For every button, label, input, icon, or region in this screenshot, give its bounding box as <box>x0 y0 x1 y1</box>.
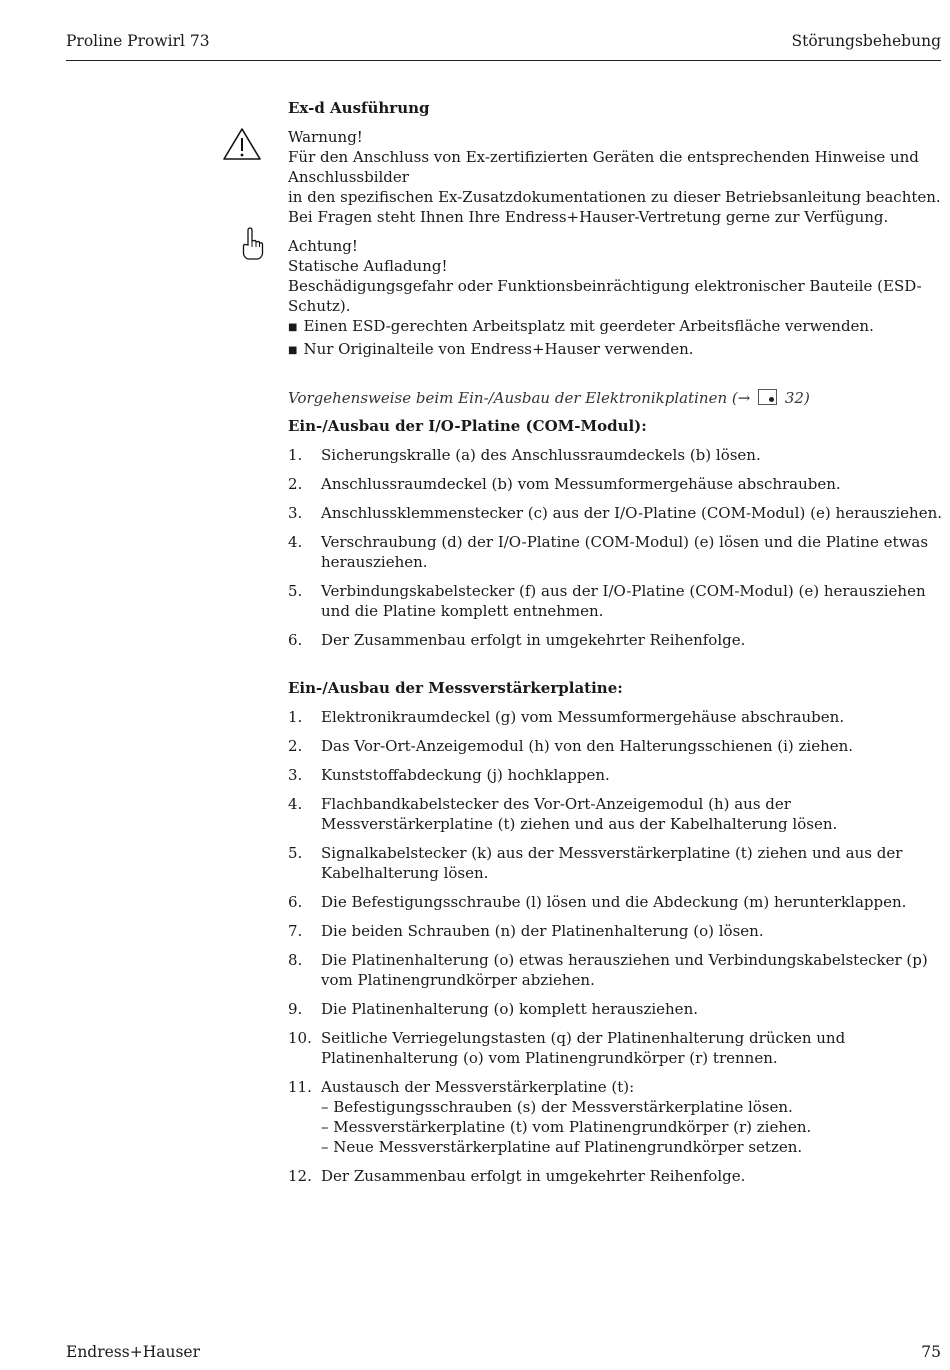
step-text: Verschraubung (d) der I/O-Platine (COM-Modul) (e) lösen und die Platine etwas herausziehen. <box>321 533 929 571</box>
step-text: Das Vor-Ort-Anzeigemodul (h) von den Halterungsschienen (i) ziehen. <box>321 737 854 755</box>
step-number: 5. <box>288 844 303 862</box>
step-number: 1. <box>288 708 303 726</box>
page-content <box>288 98 942 1195</box>
list-item <box>288 765 942 785</box>
header-rule <box>66 60 941 61</box>
io-steps-list <box>288 445 942 650</box>
section-title: Ex-d Ausführung <box>288 99 430 117</box>
step-text: Der Zusammenbau erfolgt in umgekehrter Reihenfolge. <box>321 1167 746 1185</box>
step-number: 2. <box>288 737 303 755</box>
procedure-reference <box>288 388 942 408</box>
step-text: Die Befestigungsschraube (l) lösen und die Abdeckung (m) herunterklappen. <box>321 893 907 911</box>
step-text: Sicherungskralle (a) des Anschlussraumdeckels (b) lösen. <box>321 446 761 464</box>
step-text: Verbindungskabelstecker (f) aus der I/O-Platine (COM-Modul) (e) herausziehen und die Platine komplett entnehmen. <box>321 582 926 620</box>
step-number: 3. <box>288 504 303 522</box>
list-item <box>288 736 942 756</box>
procedure-reference-page: 32) <box>784 389 810 407</box>
footer-page-number: 75 <box>921 1343 941 1361</box>
list-item <box>288 1166 942 1186</box>
step-text: Kunststoffabdeckung (j) hochklappen. <box>321 766 610 784</box>
sub-step: – Befestigungsschrauben (s) der Messverstärkerplatine lösen. <box>321 1098 793 1116</box>
list-item <box>288 503 942 523</box>
step-number: 3. <box>288 766 303 784</box>
step-number: 7. <box>288 922 303 940</box>
warning-triangle-icon <box>222 127 262 161</box>
caution-bullet: ■ Einen ESD-gerechten Arbeitsplatz mit geerdeter Arbeitsfläche verwenden. <box>288 316 942 339</box>
caution-line: Beschädigungsgefahr oder Funktionsbeinrächtigung elektronischer Bauteile (ESD-Schutz). <box>288 277 922 315</box>
step-number: 10. <box>288 1029 312 1047</box>
step-text: Flachbandkabelstecker des Vor-Ort-Anzeigemodul (h) aus der Messverstärkerplatine (t) ziehen und aus der Kabelhalterung lösen. <box>321 795 838 833</box>
step-number: 5. <box>288 582 303 600</box>
sub-step: – Messverstärkerplatine (t) vom Platinengrundkörper (r) ziehen. <box>321 1118 812 1136</box>
step-text: Signalkabelstecker (k) aus der Messverstärkerplatine (t) ziehen und aus der Kabelhalterung lösen. <box>321 844 903 882</box>
header-chapter-title: Störungsbehebung <box>791 32 941 50</box>
warning-line: Bei Fragen steht Ihnen Ihre Endress+Hauser-Vertretung gerne zur Verfügung. <box>288 208 889 226</box>
caution-bullet: ■ Nur Originalteile von Endress+Hauser verwenden. <box>288 339 942 362</box>
warning-block <box>288 127 942 227</box>
list-item <box>288 707 942 727</box>
list-item <box>288 892 942 912</box>
step-text: Anschlussklemmenstecker (c) aus der I/O-Platine (COM-Modul) (e) herausziehen. <box>321 504 943 522</box>
step-text: Seitliche Verriegelungstasten (q) der Platinenhalterung drücken und Platinenhalterung (o) vom Platinengrundkörper (r) trennen. <box>321 1029 846 1067</box>
warning-line: Für den Anschluss von Ex-zertifizierten Geräten die entsprechenden Hinweise und Anschlussbilder <box>288 148 919 186</box>
io-section-title: Ein-/Ausbau der I/O-Platine (COM-Modul): <box>288 417 647 435</box>
step-number: 6. <box>288 893 303 911</box>
list-item <box>288 921 942 941</box>
step-text: Die beiden Schrauben (n) der Platinenhalterung (o) lösen. <box>321 922 764 940</box>
step-text: Der Zusammenbau erfolgt in umgekehrter Reihenfolge. <box>321 631 746 649</box>
caution-block <box>288 236 942 362</box>
step-number: 12. <box>288 1167 312 1185</box>
amp-steps-list <box>288 707 942 1186</box>
step-number: 11. <box>288 1078 312 1096</box>
list-item <box>288 445 942 465</box>
footer-company: Endress+Hauser <box>66 1343 200 1361</box>
list-item <box>288 474 942 494</box>
caution-line: Statische Aufladung! <box>288 257 448 275</box>
warning-label: Warnung! <box>288 128 363 146</box>
list-item <box>288 1077 942 1157</box>
step-number: 9. <box>288 1000 303 1018</box>
step-number: 2. <box>288 475 303 493</box>
list-item <box>288 794 942 834</box>
step-number: 4. <box>288 795 303 813</box>
header-document-title: Proline Prowirl 73 <box>66 32 210 50</box>
caution-label: Achtung! <box>288 237 358 255</box>
list-item <box>288 843 942 883</box>
list-item <box>288 630 942 650</box>
step-number: 4. <box>288 533 303 551</box>
amp-section-title: Ein-/Ausbau der Messverstärkerplatine: <box>288 679 623 697</box>
list-item <box>288 581 942 621</box>
step-text: Die Platinenhalterung (o) etwas herausziehen und Verbindungskabelstecker (p) vom Platinengrundkörper abziehen. <box>321 951 928 989</box>
pointing-hand-icon <box>240 226 264 262</box>
step-number: 8. <box>288 951 303 969</box>
step-text: Die Platinenhalterung (o) komplett herausziehen. <box>321 1000 698 1018</box>
step-number: 1. <box>288 446 303 464</box>
procedure-reference-text: Vorgehensweise beim Ein-/Ausbau der Elektronikplatinen (→ <box>288 389 751 407</box>
sub-step: – Neue Messverstärkerplatine auf Platinengrundkörper setzen. <box>321 1138 803 1156</box>
step-text: Elektronikraumdeckel (g) vom Messumformergehäuse abschrauben. <box>321 708 845 726</box>
step-text: Anschlussraumdeckel (b) vom Messumformergehäuse abschrauben. <box>321 475 841 493</box>
list-item <box>288 1028 942 1068</box>
figure-reference-icon <box>758 389 777 405</box>
list-item <box>288 999 942 1019</box>
list-item <box>288 950 942 990</box>
step-text: Austausch der Messverstärkerplatine (t): <box>321 1078 635 1096</box>
step-number: 6. <box>288 631 303 649</box>
list-item <box>288 532 942 572</box>
warning-line: in den spezifischen Ex-Zusatzdokumentationen zu dieser Betriebsanleitung beachten. <box>288 188 941 206</box>
